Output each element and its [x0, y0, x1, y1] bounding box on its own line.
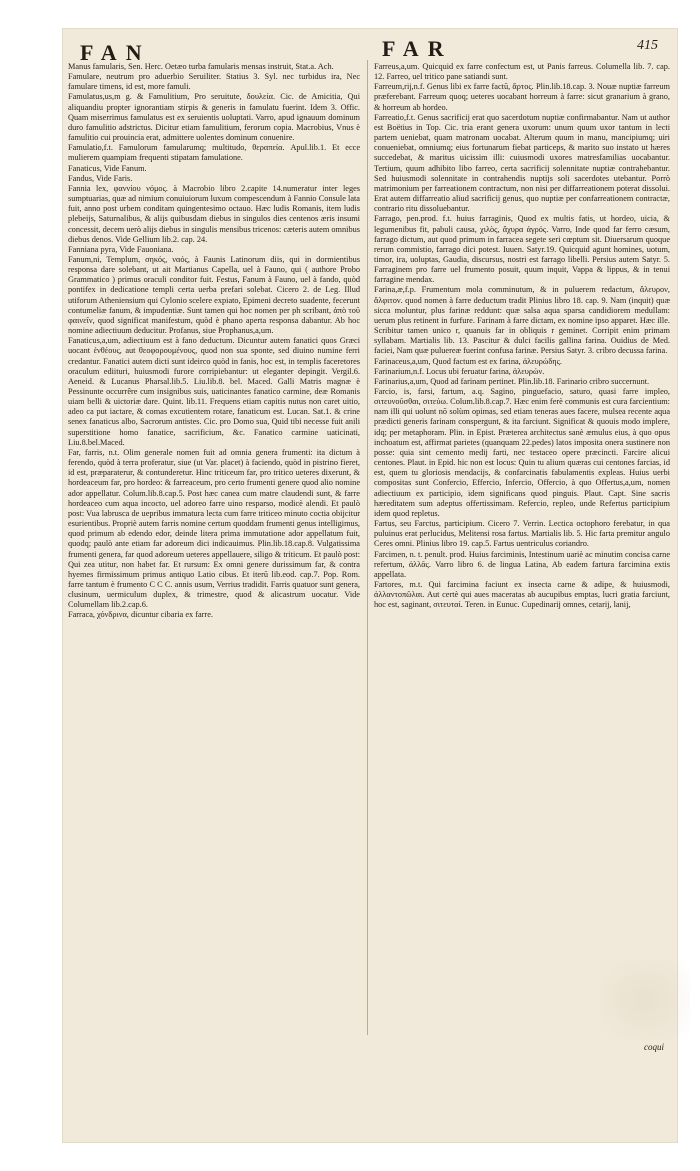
- dictionary-entry: Fanaticus, Vide Fanum.: [68, 163, 147, 173]
- dictionary-entry: Fanum,ni, Templum, σηκός, ναός, à Faunis Latinorum diis, qui in dormientibus responsa dare solebant, ut ait Martianus Capella, uel à Fauno, qui ( authore Probo Grammatico ) primus oraculi conditor fuit. Festus, Fanum à Fauno, uel à fando, quòd pontifex in dedicatione templi certa uerba prefari solebat. Cicero 2. de Leg. Illud utiforum Atheniensium qui Cylonio scelere expiato, Epimeni decreto suadente, fecerunt contumeliæ fanum, & impudentiæ. Sunt tamen qui hoc nomen per ph scribant, ἀπὸ τοῦ φαινεῖν, quod significat manifestum, quòd è phano aperta responsa dabantur. Ab hoc nomine adiectiuum deducitur. Profanus, siue Prophanus,a,um.: [68, 254, 360, 336]
- dictionary-entry: Famulatio,f.t. Famulorum famularumq; multitudo, θεραπεία. Apul.lib.1. Et ecce mulierem quampiam frequenti stipatam famulatione.: [68, 143, 360, 163]
- dictionary-entry: Farcio, is, farsi, fartum, a.q. Sagino, pinguefacio, saturo, quasi farre impleo, σιτευνοῦσθαι, σιτεύω. Colum.lib.8.cap.7. Hæc enim ferè communis est cura farcientium: nam illi qui uolunt nō solùm opimas, sed etiam teneras aues facere, mulsea recente aqua prædicti generis farinam conspergunt, & ita farciunt. Significat & quouis modo implere, idq; per metaphoram. Plin. in Epist. Præterea architectus sanè æmulus eius, à quo opus inchoatum est, affirmat parietes (quanquam 22.pedes) latos imposita onera sustinere non posse: quia sint cemento medij farti, nec testaceo opere præcincti. Farcire alicui centones. Plaut. in Epid. hic non est locus: Quin tu alium quæras cui centones farcias, id est, quem tu gloriosis mendacijs, & confarcinatis fabulamentis expleas. Huius uerbi compositas sunt Confercio, Effercio, Infercio, Offercio, à quo Offertus,a,um, nomen adiectiuum ex participio, idem significans quod pinguis. Plaut. Capt. Sine sacris hæreditatem sum adeptus offertissimam. Refercio, repleo, unde Refertus participium idem quod repletus.: [374, 387, 670, 518]
- left-column: [68, 62, 360, 621]
- dictionary-entry: Famulare, neutrum pro aduerbio Seruiliter. Statius 3. Syl. nec turbidus ira, Nec famulare timens, id est, more famuli.: [68, 72, 360, 92]
- dictionary-entry: Far, farris, n.t. Olim generale nomen fuit ad omnia genera frumenti: ita dictum à ferendo, quòd à terra proferatur, siue (ut Var. placet) à faciendo, quòd in pistrino fieret, id est, præparaterur, & contunderetur. Hinc triticeum far, pro tritico ueteres dixerunt, & hordeaceum far, pro hordeo: & farreaceum, pro certo frumenti genere quod alio nomine ador appellatur. Colum.lib.8.cap.5. Post hæc canea cum matre claudendi sunt, & farre hordeaceo cum aqua incocto, uel adoreo farre uino resparso, modicè alendi. Et paulò post: Vua labrusca de uepribus immatura lecta cum farre triticeo minuto coctia obijcitur esurientibus. Propriè autem farris nomine certum quoddam frumenti genus intelligimus, quod primum ab edendo edor, deinde litera prima immutatione ador appellatum fuit, quodq; paulò ante etiam far adoreum dici indicauimus. Plin.lib.18.cap.8. Vulgatissima frumenti genera, far quod adoreum ueteres appellauere, siligo & triticum. Et paulò post: Qui zea utitur, non habet far. Et rursum: Ex omni genere durissimum far, & contra hyemes firmissimum primus antiquo Latio cibus. Et iterū lib.eod. cap.7. Pop. Rom. farre tantum è frumento C C C. annis usum, Verrius tradidit. Farris quatuor sunt genera, clusinum, uermiculum duplex, & trimestre, quod & alicastrum uocatur. Vide Columellam lib.2.cap.6.: [68, 447, 360, 610]
- dictionary-entry: Farina,æ,f.p. Frumentum mola comminutum, & in puluerem redactum, ἄλευρον, ἄλφιτον. quod nomen à farre deductum tradit Plinius libro 18. cap. 9. Nam (inquit) quæ sicca moluntur, plus farinæ reddunt: quæ salsa aqua sparsa candidiorem medullam: uerum plus retinent in furfure. Farinam à farre dictam, ex nomine ipso apparet. Hæc ille. Scribitur tamen unico r, quanuis far in obliquis r geminet. Corripit enim primam syllabam. Martialis lib. 13. Pascitur & dulci facilis gallina farina. Ouidius de Med. faciei, Nam quæ puluereæ fuerint confusa farinæ. Persius Satyr. 3. cribro decussa farina.: [374, 285, 670, 356]
- dictionary-entry: Fartus, seu Farctus, participium. Cicero 7. Verrin. Lectica octophoro ferebatur, in qua puluinus erat perlucidus, Melitensi rosa fartus. Martialis lib. 5. Hic farta premitur angulo Ceres omni. Plinius libro 19. cap.5. Fartus uentriculus coriandro.: [374, 519, 670, 549]
- dictionary-entry: Fanaticus,a,um, adiectiuum est à fano deductum. Dicuntur autem fanatici quos Græci uocant ἐνθέους, aut θεοφορουμένους, quod non sua sponte, sed diuino numine ferri credantur. Fanatici autem dicti sunt ideirco quòd in fanis, hoc est, in templis faceretores oraculum ediituri, huiusmodi furore corripiebantur: ut eleganter depingit. Vergil.6. Aeneid. & Lucanus Pharsal.lib.5. Liu.lib.8. bel. Maced. Galli Matris magnæ è Pessinunte occurrêre cum insignibus suis, uaticinantes fanatico carmine, deæ Romanis uiam belli & uictoriæ dare. Quint. lib.11. Frequens etiam capitis nutus non caret uitio, adeo ca put iactare, & comas excutientem rotare, fanaticum est. Lucan. Sat.1. & crine senex fanaticus albo, Sacrorum antistes. Cic. pro Domo sua, Quid tibi necesse fuit anili superstitione homo fanatice, sacrificium, &c. Fanatico carmine uaticinati, Liu.8.bel.Maced.: [68, 336, 360, 447]
- dictionary-entry: Farrago, pen.prod. f.t. huius farraginis, Quod ex multis fatis, ut hordeo, uicia, & legumenibus fit, pabuli causa, χιλὸς, ἄχυρα ἀγρός. Varro, Inde quod far ferro cæsum, farrago dictum, aut quod primum in farracea segete seri cœptum sit. Diuersarum quoque rerum commistio, farrago dici potest. Iuuen. Satyr.19. Quicquid agunt homines, uotum, timor, ira, uoluptas, Gaudia, discursus, nostri est farrago libelli. Persius autem Satyr. 5. Farraginem pro farre uel frumento posuit, quum inquit, Vappa & lippus, & in tenui farragine mendax.: [374, 214, 670, 285]
- dictionary-entry: Farreus,a,um. Quicquid ex farre confectum est, ut Panis farreus. Columella lib. 7. cap. 12. Farreo, uel tritico pane satiandi sunt.: [374, 62, 670, 82]
- paper-stain: [600, 960, 690, 1040]
- dictionary-entry: Farreatio,f.t. Genus sacrificij erat quo sacerdotum nuptiæ confirmabantur. Nam ut author est Boëtius in Top. Cic. tria erant genera uxorum: unum quum uxor tantum in lecti partem ueniebat, quam matronam uocabat. Alterum quum in manu, mancipiumq; uiri conueniebat, omniumq; eius fortunarum fiebat particeps, & marito suo instato ut hæres succedebat, & maritus uicissim illi: cuiusmodi uxores matresfamilias uocabantur. Tertium, quum adhibito libo farreo, certa sacrificij solennitate nuptiæ contrahebantur. Sed huiusmodi solennitate in contrahendis nuptijs soli sacerdotes utebantur. Porrò matrimonium per farreationem contractum, non nisi per diffarreationem poterat dissolui. Erat autem diffarreatio aliud sacrificij genus, quo nuptiæ per confarreationem contractæ, contrario ritu dissoluebantur.: [374, 112, 670, 214]
- right-running-head: FAR: [382, 36, 453, 61]
- dictionary-entry: Farinaceus,a,um, Quod factum est ex farina, ἀλευρώδης.: [374, 356, 563, 366]
- dictionary-entry: Farinarius,a,um, Quod ad farinam pertinet. Plin.lib.18. Farinario cribro succernunt.: [374, 376, 650, 386]
- dictionary-entry: Fandus, Vide Faris.: [68, 173, 133, 183]
- page-number: 415: [637, 38, 658, 53]
- dictionary-entry: Fannia lex, φαννίου νόμος. à Macrobio libro 2.capite 14.numeratur inter leges sumptuarias, quæ ad nimium conuiuiorum luxum compescendum à Fannio Consule lata fuit, anno post urbem conditam quingentesimo octauo. Hæc ludis Romanis, item ludis plebeijs, Saturnalibus, & alijs quibusdam diebus in singulos dies centenos æris insumi concessit, decem uerò alijs diebus in singulis mensibus tricenos: cæteris autem omnibus diebus denos. Vide Gellium lib.2. cap. 24.: [68, 183, 360, 244]
- column-divider: [367, 60, 368, 1035]
- dictionary-entry: Farraca, χόνδρινα, dicuntur cibaria ex farre.: [68, 610, 213, 620]
- dictionary-entry: Farreum,rij,n.f. Genus libi ex farre factū, ἄρτος. Plin.lib.18.cap. 3. Nouæ nuptiæ farreum præferebant. Farreum quoq; ueteres uocabant horreum à farre: sicut granarium à grano, & horreum ab hordeo.: [374, 82, 670, 112]
- catchword: coqui: [644, 1042, 664, 1052]
- right-column: [374, 62, 670, 610]
- dictionary-entry: Famulatus,us,m g. & Famulitium, Pro seruitute, δουλεία. Cic. de Amicitia, Qui aliquandiu propter ignorantiam stirpis & generis in famulatu fuerint. Idem 3. Offic. Quam miserrimus famulatus est ex seruientis uoluptati. Varro, apud ignauum dominum duro famulitio adstrictus. Dicitur etiam famulitium, ferorum copia. Macrobius, Vnus è famulitio cui prouincia erat, admittere uolentes dominum conuenire.: [68, 92, 360, 143]
- dictionary-entry: Fanniana pyra, Vide Fauoniana.: [68, 244, 174, 254]
- dictionary-entry: Farinarium,n.f. Locus ubi feruatur farina, ἀλευρών.: [374, 366, 545, 376]
- dictionary-entry: Farcimen, n. t. penult. prod. Huius farciminis, Intestinum uariè ac minutim concisa carne refertum, ἀλλᾶς. Varro libro 6. de lingua Latina, Ab eadem fartura farcimina extis appellata.: [374, 549, 670, 579]
- left-running-head: FAN: [80, 40, 151, 65]
- dictionary-entry: Manus famularis, Sen. Herc. Oetæo turba famularis mensas instruit, Stat.a. Ach.: [68, 62, 334, 71]
- dictionary-entry: Fartores, m.t. Qui farcimina faciunt ex insecta carne & adipe, & huiusmodi, ἀλλαντοπῶλαι. Aut certè qui aues maceratas ab aucupibus emptas, lucri gratia farciunt, hoc est, saginant, σιτευταί. Teren. in Eunuc. Cupedinarij omnes, cetarij, lanij,: [374, 579, 670, 610]
